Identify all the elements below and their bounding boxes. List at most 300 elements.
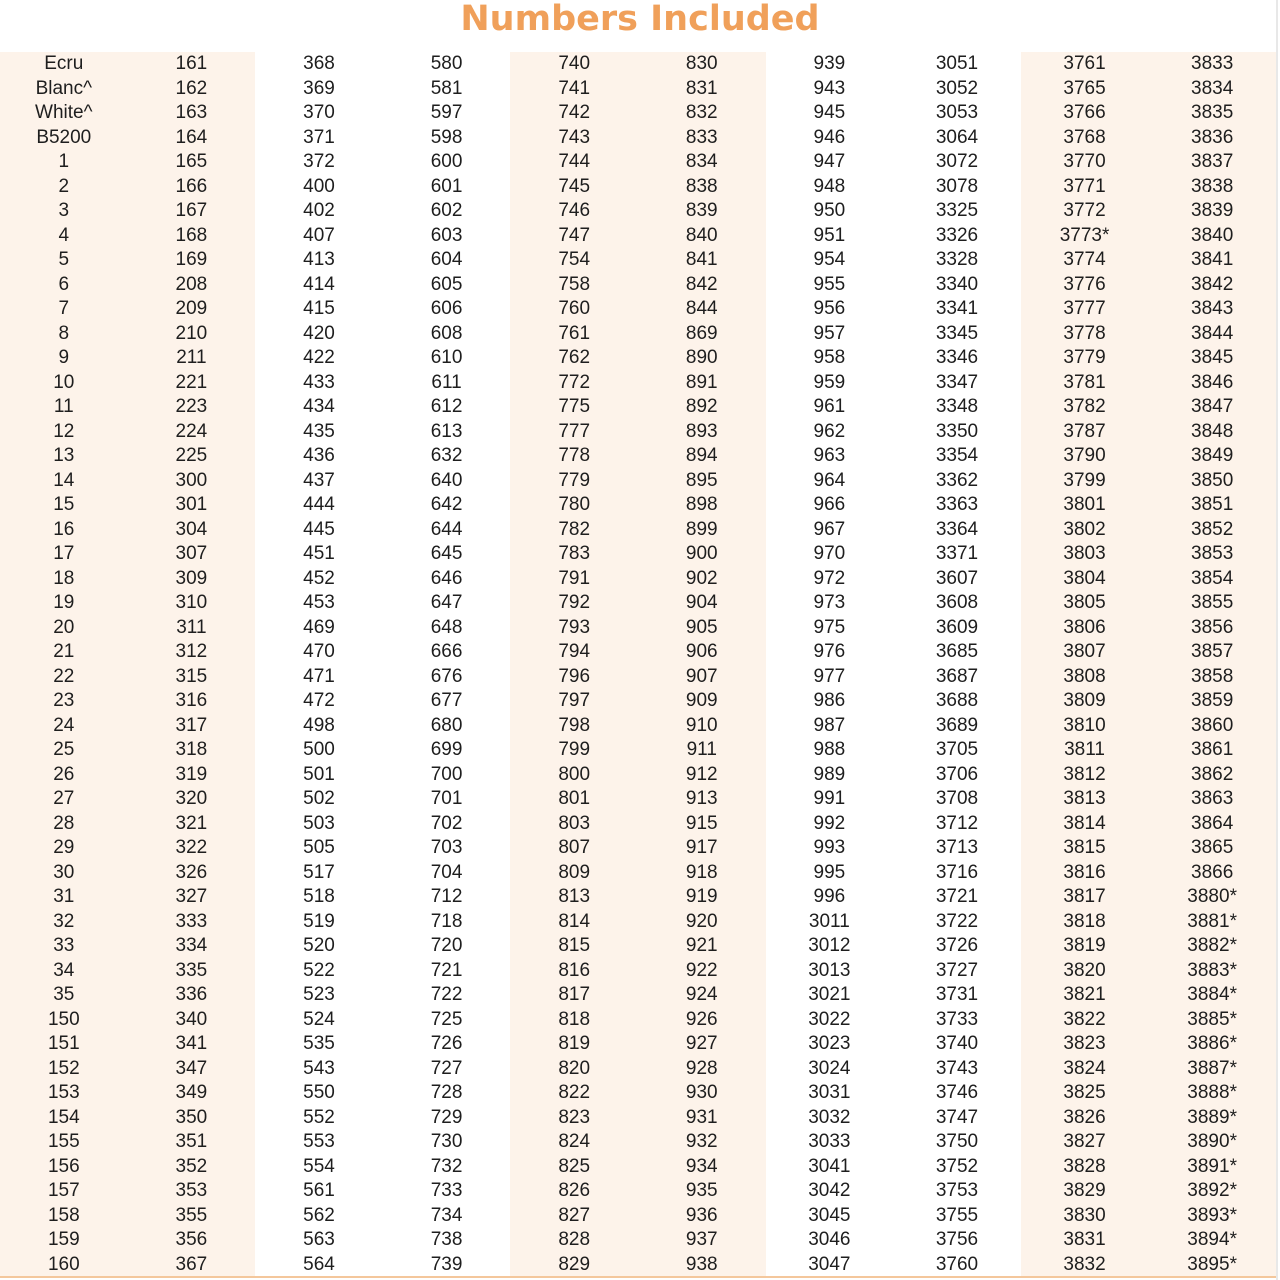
table-cell: 3022 (808, 1008, 851, 1030)
table-cell: 34 (53, 959, 75, 981)
table-cell: 824 (558, 1131, 591, 1152)
table-cell: 400 (303, 175, 335, 197)
table-cell: 721 (430, 959, 463, 981)
table-cell: 524 (303, 1008, 335, 1030)
table-cell: 3712 (935, 812, 979, 834)
table-cell: 3766 (1063, 102, 1106, 123)
table-cell: 319 (175, 763, 208, 785)
table-cell: 727 (430, 1057, 463, 1079)
table-cell: 892 (685, 396, 718, 417)
table-cell: White^ (35, 102, 93, 123)
table-cell: 413 (303, 249, 335, 270)
table-cell: 5 (58, 249, 70, 270)
table-cell: 924 (685, 984, 718, 1005)
table-cell: 895 (685, 469, 718, 491)
table-column (1021, 52, 1149, 1276)
table-cell: 3779 (1063, 347, 1106, 368)
table-cell: 3826 (1063, 1106, 1106, 1128)
table-cell: 746 (558, 200, 591, 221)
table-cell: 153 (47, 1082, 80, 1103)
table-cell: 472 (303, 690, 335, 711)
table-cell: 832 (685, 102, 718, 123)
table-cell: 943 (813, 77, 846, 99)
table-cell: 3806 (1063, 616, 1106, 638)
table-cell: 951 (813, 224, 846, 246)
table-cell: 155 (47, 1131, 80, 1152)
table-cell: 744 (558, 151, 591, 172)
table-cell: 3805 (1063, 592, 1106, 613)
table-cell: 3818 (1063, 910, 1106, 932)
table-cell: 3842 (1191, 273, 1234, 295)
table-cell: 972 (813, 567, 846, 589)
table-cell: 939 (813, 53, 846, 74)
table-cell: 3807 (1063, 641, 1106, 662)
table-cell: 320 (175, 788, 208, 809)
table-cell: 301 (175, 494, 208, 515)
table-cell: 543 (303, 1057, 335, 1079)
table-cell: 3858 (1191, 665, 1234, 687)
table-cell: 3866 (1191, 861, 1234, 883)
table-cell: 3608 (935, 592, 979, 613)
table-cell: 166 (175, 175, 208, 197)
table-cell: 3888* (1187, 1082, 1237, 1103)
table-cell: 988 (813, 739, 846, 760)
table-cell: 803 (558, 812, 591, 834)
table-cell: 3895* (1187, 1253, 1237, 1275)
table-cell: 838 (685, 175, 718, 197)
table-cell: 209 (175, 298, 208, 319)
table-cell: 760 (558, 298, 591, 319)
table-cell: 734 (430, 1204, 463, 1226)
table-cell: 977 (813, 665, 846, 687)
table-cell: 580 (430, 53, 463, 74)
table-cell: 3733 (935, 1008, 979, 1030)
table-cell: 815 (558, 935, 591, 956)
right-edge (1276, 0, 1278, 1280)
table-cell: 444 (303, 494, 335, 515)
table-cell: 955 (813, 273, 846, 295)
table-cell: 223 (175, 396, 208, 417)
table-cell: 3865 (1191, 837, 1234, 858)
table-cell: 498 (303, 714, 335, 736)
table-cell: 993 (813, 837, 846, 858)
table-cell: 794 (558, 641, 591, 662)
table-cell: 970 (813, 543, 846, 564)
table-cell: 947 (813, 151, 846, 172)
table-cell: 902 (685, 567, 718, 589)
table-cell: 3849 (1191, 445, 1234, 466)
table-cell: 158 (47, 1204, 80, 1226)
table-cell: 3045 (808, 1204, 851, 1226)
table-cell: 3815 (1063, 837, 1106, 858)
table-column (638, 52, 766, 1276)
table-cell: 730 (430, 1131, 463, 1152)
table-cell: 3827 (1063, 1131, 1106, 1152)
table-cell: 3846 (1191, 371, 1234, 393)
table-cell: 772 (558, 371, 591, 393)
table-cell: 3864 (1191, 812, 1234, 834)
table-cell: 932 (685, 1131, 718, 1152)
table-cell: 783 (558, 543, 591, 564)
table-cell: 976 (813, 641, 846, 662)
table-cell: 640 (430, 469, 463, 491)
table-cell: 610 (430, 347, 463, 368)
table-cell: 936 (685, 1204, 718, 1226)
table-cell: 3859 (1191, 690, 1234, 711)
table-cell: 3860 (1191, 714, 1234, 736)
table-cell: 436 (303, 445, 335, 466)
table-cell: 3706 (935, 763, 979, 785)
table-cell: 150 (47, 1008, 80, 1030)
table-cell: 741 (558, 77, 591, 99)
table-cell: 3820 (1063, 959, 1106, 981)
table-cell: 14 (53, 469, 75, 491)
table-cell: 3765 (1063, 77, 1106, 99)
table-cell: 922 (685, 959, 718, 981)
table-column (0, 52, 128, 1276)
table-cell: 3857 (1191, 641, 1234, 662)
table-cell: 535 (303, 1033, 335, 1054)
table-cell: 369 (303, 77, 335, 99)
table-cell: 21 (53, 641, 75, 662)
table-cell: 3854 (1191, 567, 1234, 589)
table-cell: 919 (685, 886, 718, 907)
table-cell: 699 (430, 739, 463, 760)
table-cell: 317 (175, 714, 208, 736)
table-cell: 831 (685, 77, 718, 99)
table-cell: 827 (558, 1204, 591, 1226)
table-cell: 814 (558, 910, 591, 932)
table-cell: 754 (558, 249, 591, 270)
table-cell: 3839 (1191, 200, 1234, 221)
table-cell: 3831 (1063, 1229, 1106, 1250)
table-cell: 505 (303, 837, 335, 858)
table-cell: 3863 (1191, 788, 1234, 809)
table-cell: 6 (58, 273, 70, 295)
table-cell: 911 (686, 739, 717, 760)
table-cell: 834 (685, 151, 718, 172)
table-cell: 966 (813, 494, 846, 515)
table-cell: 904 (685, 592, 718, 613)
table-cell: 414 (303, 273, 335, 295)
table-cell: 3832 (1063, 1253, 1106, 1275)
table-cell: 304 (175, 518, 208, 540)
table-cell: 3840 (1191, 224, 1234, 246)
table-cell: 3031 (808, 1082, 851, 1103)
table-cell: 3809 (1063, 690, 1106, 711)
table-cell: 844 (685, 298, 718, 319)
table-cell: 738 (430, 1229, 463, 1250)
table-cell: 564 (303, 1253, 335, 1275)
table-cell: 161 (175, 53, 208, 74)
table-cell: 905 (685, 616, 718, 638)
table-cell: 168 (175, 224, 208, 246)
table-cell: 962 (813, 420, 846, 442)
table-cell: 3371 (935, 543, 979, 564)
table-cell: 225 (175, 445, 208, 466)
table-column (766, 52, 894, 1276)
table-cell: 3346 (935, 347, 979, 368)
table-cell: 224 (175, 420, 208, 442)
table-cell: 33 (53, 935, 75, 956)
table-cell: 29 (53, 837, 75, 858)
table-cell: 500 (303, 739, 335, 760)
table-cell: 830 (685, 53, 718, 74)
table-cell: 816 (558, 959, 591, 981)
table-cell: 517 (303, 861, 335, 883)
table-cell: 909 (685, 690, 718, 711)
table-cell: 3782 (1063, 396, 1106, 417)
table-cell: 3345 (935, 322, 979, 344)
table-cell: 3834 (1191, 77, 1234, 99)
table-cell: 553 (303, 1131, 335, 1152)
table-cell: 813 (558, 886, 591, 907)
table-cell: 309 (175, 567, 208, 589)
table-cell: 3364 (935, 518, 979, 540)
table-cell: 3812 (1063, 763, 1106, 785)
table-cell: 3685 (935, 641, 979, 662)
table-cell: 151 (47, 1033, 80, 1054)
table-cell: 996 (813, 886, 846, 907)
table-cell: 3817 (1063, 886, 1106, 907)
table-cell: 3808 (1063, 665, 1106, 687)
table-cell: 321 (175, 812, 208, 834)
table-cell: 989 (813, 763, 846, 785)
table-cell: 917 (685, 837, 718, 858)
table-cell: 11 (53, 396, 74, 417)
table-cell: 3047 (808, 1253, 851, 1275)
table-cell: 437 (303, 469, 335, 491)
table-cell: 156 (47, 1155, 80, 1177)
table-cell: 948 (813, 175, 846, 197)
table-cell: 3844 (1191, 322, 1234, 344)
table-cell: 967 (813, 518, 846, 540)
table-cell: 3847 (1191, 396, 1234, 417)
page-title: Numbers Included (460, 0, 820, 39)
table-cell: 519 (303, 910, 335, 932)
table-cell: 743 (558, 126, 591, 148)
table-cell: 3347 (935, 371, 979, 393)
table-cell: 840 (685, 224, 718, 246)
table-cell: 742 (558, 102, 591, 123)
table-cell: 368 (303, 53, 335, 74)
table-cell: 920 (685, 910, 718, 932)
table-cell: 894 (685, 445, 718, 466)
table-cell: 3893* (1187, 1204, 1237, 1226)
table-cell: 3813 (1063, 788, 1106, 809)
table-cell: 3822 (1063, 1008, 1106, 1030)
table-cell: 632 (430, 445, 463, 466)
table-cell: 336 (175, 984, 208, 1005)
table-cell: 3824 (1063, 1057, 1106, 1079)
table-cell: 891 (685, 371, 718, 393)
bottom-divider (0, 1276, 1276, 1278)
table-cell: 453 (303, 592, 335, 613)
table-cell: 30 (53, 861, 75, 883)
table-cell: 167 (175, 200, 208, 221)
table-cell: 164 (175, 126, 208, 148)
table-cell: 796 (558, 665, 591, 687)
table-cell: 210 (175, 322, 208, 344)
table-cell: 356 (175, 1229, 208, 1250)
table-cell: 959 (813, 371, 846, 393)
table-cell: 316 (175, 690, 208, 711)
table-cell: 3787 (1063, 420, 1106, 442)
table-cell: 729 (430, 1106, 463, 1128)
table-cell: 3833 (1191, 53, 1234, 74)
table-cell: 842 (685, 273, 718, 295)
table-cell: 10 (53, 371, 75, 393)
table-cell: 3325 (935, 200, 979, 221)
table-cell: 315 (175, 665, 208, 687)
table-cell: 165 (175, 151, 208, 172)
table-cell: 3836 (1191, 126, 1234, 148)
table-cell: 762 (558, 347, 591, 368)
table-cell: 945 (813, 102, 846, 123)
table-cell: 322 (175, 837, 208, 858)
table-cell: 931 (685, 1106, 718, 1128)
table-cell: 4 (58, 224, 70, 246)
table-cell: 799 (558, 739, 591, 760)
table-cell: 3731 (935, 984, 979, 1005)
table-cell: 310 (175, 592, 208, 613)
table-cell: 3887* (1187, 1057, 1237, 1079)
table-cell: 23 (53, 690, 75, 711)
table-cell: 613 (430, 420, 463, 442)
table-cell: 7 (58, 298, 70, 319)
table-cell: 3823 (1063, 1033, 1106, 1054)
table-cell: 703 (430, 837, 463, 858)
table-cell: 604 (430, 249, 463, 270)
table-cell: 415 (303, 298, 335, 319)
table-cell: 471 (303, 665, 335, 687)
table-cell: 3856 (1191, 616, 1234, 638)
table-cell: 9 (58, 347, 70, 368)
table-cell: 3882* (1187, 935, 1237, 956)
table-cell: 3721 (935, 886, 979, 907)
table-cell: 677 (430, 690, 463, 711)
table-cell: 3042 (808, 1180, 851, 1201)
table-cell: 3011 (808, 910, 850, 932)
table-cell: 745 (558, 175, 591, 197)
table-cell: 600 (430, 151, 463, 172)
table-cell: 732 (430, 1155, 463, 1177)
table-cell: 3885* (1187, 1008, 1237, 1030)
table-cell: 3740 (935, 1033, 979, 1054)
table-cell: 3023 (808, 1033, 851, 1054)
table-cell: 470 (303, 641, 335, 662)
table-cell: 963 (813, 445, 846, 466)
table-cell: 3362 (935, 469, 979, 491)
table-cell: 3774 (1063, 249, 1106, 270)
table-cell: 162 (175, 77, 208, 99)
table-cell: 3861 (1191, 739, 1234, 760)
table-cell: 552 (303, 1106, 335, 1128)
table-cell: 3705 (935, 739, 979, 760)
table-cell: 946 (813, 126, 846, 148)
table-cell: 3768 (1063, 126, 1106, 148)
table-cell: 906 (685, 641, 718, 662)
table-cell: 801 (558, 788, 591, 809)
table-cell: 3772 (1063, 200, 1106, 221)
table-cell: 318 (175, 739, 208, 760)
table-cell: 3750 (935, 1131, 979, 1152)
table-cell: 22 (53, 665, 75, 687)
table-cell: 3350 (935, 420, 979, 442)
table-cell: 898 (685, 494, 718, 515)
table-cell: 163 (175, 102, 208, 123)
table-cell: 961 (813, 396, 846, 417)
table-cell: 791 (558, 567, 591, 589)
table-cell: 3829 (1063, 1180, 1106, 1201)
table-cell: 825 (558, 1155, 591, 1177)
table-cell: 958 (813, 347, 846, 368)
table-cell: 826 (558, 1180, 591, 1201)
table-cell: 777 (558, 420, 591, 442)
table-cell: 3894* (1187, 1229, 1237, 1250)
table-cell: 3886* (1187, 1033, 1237, 1054)
table-cell: 712 (430, 886, 463, 907)
table-cell: B5200 (36, 126, 92, 148)
table-cell: 561 (303, 1180, 335, 1201)
table-cell: 32 (53, 910, 75, 932)
table-cell: 704 (430, 861, 463, 883)
table-cell: 3716 (935, 861, 979, 883)
table-cell: 910 (685, 714, 718, 736)
table-cell: 603 (430, 224, 463, 246)
table-cell: 930 (685, 1082, 718, 1103)
table-cell: 3814 (1063, 812, 1106, 834)
table-cell: 326 (175, 861, 208, 883)
table-cell: 822 (558, 1082, 591, 1103)
table-cell: 828 (558, 1229, 591, 1250)
table-cell: 1 (58, 151, 70, 172)
table-cell: 3064 (935, 126, 979, 148)
table-cell: 3348 (935, 396, 979, 417)
table-cell: 554 (303, 1155, 335, 1177)
table-cell: 839 (685, 200, 718, 221)
table-cell: 800 (558, 763, 591, 785)
table-cell: 918 (685, 861, 718, 883)
table-cell: 169 (175, 249, 208, 270)
table-cell: 602 (430, 200, 463, 221)
table-cell: 726 (430, 1033, 463, 1054)
table-cell: 27 (53, 788, 75, 809)
table-cell: 3688 (935, 690, 979, 711)
table-cell: 3753 (935, 1180, 979, 1201)
table-cell: 407 (303, 224, 335, 246)
table-cell: 3072 (935, 151, 979, 172)
table-cell: 934 (685, 1155, 718, 1177)
table-cell: 725 (430, 1008, 463, 1030)
table-cell: 747 (558, 224, 591, 246)
table-cell: 152 (47, 1057, 80, 1079)
table-cell: 3790 (1063, 445, 1106, 466)
table-cell: 608 (430, 322, 463, 344)
table-cell: 702 (430, 812, 463, 834)
table-cell: 606 (430, 298, 463, 319)
table-cell: 3810 (1063, 714, 1106, 736)
table-cell: 841 (685, 249, 718, 270)
table-cell: 522 (303, 959, 335, 981)
table-cell: 3816 (1063, 861, 1106, 883)
table-cell: 349 (175, 1082, 208, 1103)
table-cell: 782 (558, 518, 591, 540)
table-cell: 312 (175, 641, 208, 662)
table-cell: 347 (175, 1057, 208, 1079)
table-cell: 700 (430, 763, 463, 785)
numbers-table (0, 52, 1276, 1276)
